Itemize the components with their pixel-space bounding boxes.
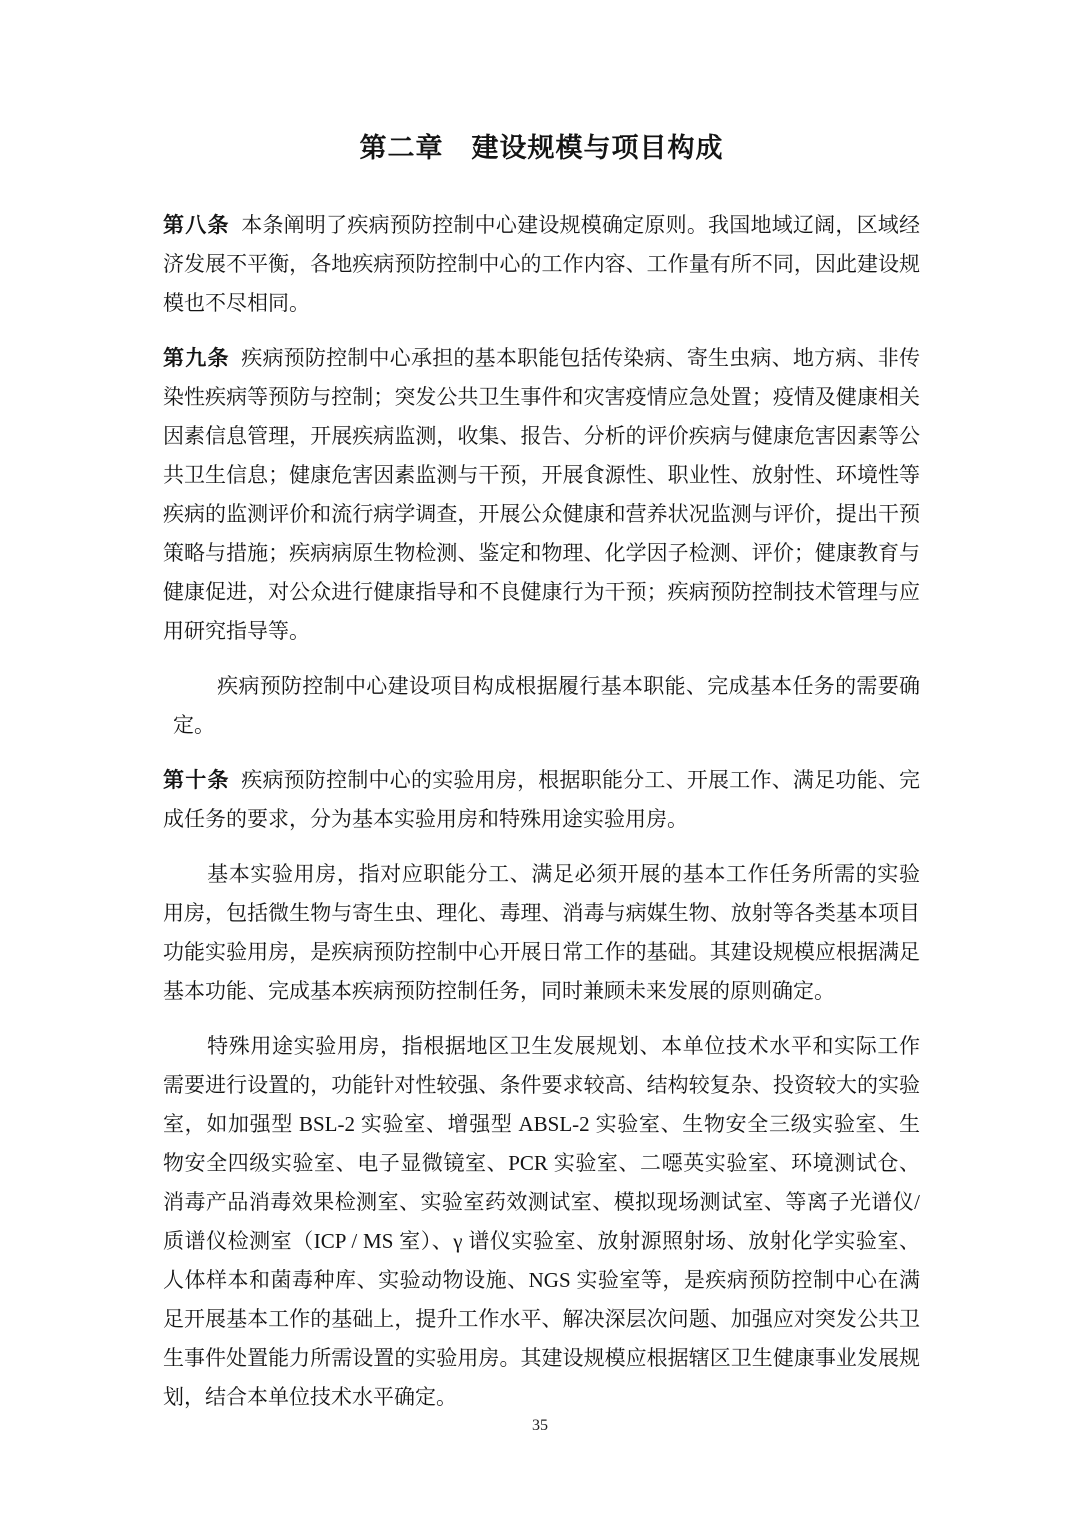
special-lab-text: 特殊用途实验用房，指根据地区卫生发展规划、本单位技术水平和实际工作需要进行设置的，功能针对性较强、条件要求较高、结构较复杂、投资较大的实验室，如加强型 BSL-2 实验室、增强型 ABSL-2 实验室、生物安全三级实验室、生物安全四级实验室、电子显微镜室、PCR 实验室、二噁英实验室、环境测试仓、消毒产品消毒效果检测室、实验室药效测试室、模拟现场测试室、等离子光谱仪/质谱仪检测室（ICP / MS 室）、γ 谱仪实验室、放射源照射场、放射化学实验室、人体样本和菌毒种库、实验动物设施、NGS 实验室等，是疾病预防控制中心在满足开展基本工作的基础上，提升工作水平、解决深层次问题、加强应对突发公共卫生事件处置能力所需设置的实验用房。其建设规模应根据辖区卫生健康事业发展规划，结合本单位技术水平确定。 (163, 1034, 920, 1409)
chapter-title: 第二章 建设规模与项目构成 (359, 133, 724, 163)
article-10-label: 第十条 (163, 768, 230, 792)
article-8-text: 本条阐明了疾病预防控制中心建设规模确定原则。我国地域辽阔，区域经济发展不平衡，各地疾病预防控制中心的工作内容、工作量有所不同，因此建设规模也不尽相同。 (163, 213, 921, 315)
basic-lab-paragraph (163, 855, 920, 1011)
article-9-label: 第九条 (163, 346, 230, 370)
basic-lab-text: 基本实验用房，指对应职能分工、满足必须开展的基本工作任务所需的实验用房，包括微生物与寄生虫、理化、毒理、消毒与病媒生物、放射等各类基本项目功能实验用房，是疾病预防控制中心开展日常工作的基础。其建设规模应根据满足基本功能、完成基本疾病预防控制任务，同时兼顾未来发展的原则确定。 (163, 862, 920, 1003)
article-9-text: 疾病预防控制中心承担的基本职能包括传染病、寄生虫病、地方病、非传染性疾病等预防与控制；突发公共卫生事件和灾害疫情应急处置；疫情及健康相关因素信息管理，开展疾病监测，收集、报告、分析的评价疾病与健康危害因素等公共卫生信息；健康危害因素监测与干预，开展食源性、职业性、放射性、环境性等疾病的监测评价和流行病学调查，开展公众健康和营养状况监测与评价，提出干预策略与措施；疾病病原生物检测、鉴定和物理、化学因子检测、评价；健康教育与健康促进，对公众进行健康指导和不良健康行为干预；疾病预防控制技术管理与应用研究指导等。 (163, 346, 921, 643)
article-8-label: 第八条 (163, 213, 230, 237)
special-lab-paragraph (163, 1027, 920, 1417)
article-10-text: 疾病预防控制中心的实验用房，根据职能分工、开展工作、满足功能、完成任务的要求，分为基本实验用房和特殊用途实验用房。 (163, 768, 921, 831)
article-8-paragraph (163, 206, 920, 323)
article-9-supplement-paragraph (163, 667, 920, 745)
article-10-paragraph (163, 761, 920, 839)
article-9-paragraph (163, 339, 920, 651)
page-number: 35 (532, 1417, 548, 1434)
article-9-supplement-text: 疾病预防控制中心建设项目构成根据履行基本职能、完成基本任务的需要确定。 (173, 674, 920, 737)
